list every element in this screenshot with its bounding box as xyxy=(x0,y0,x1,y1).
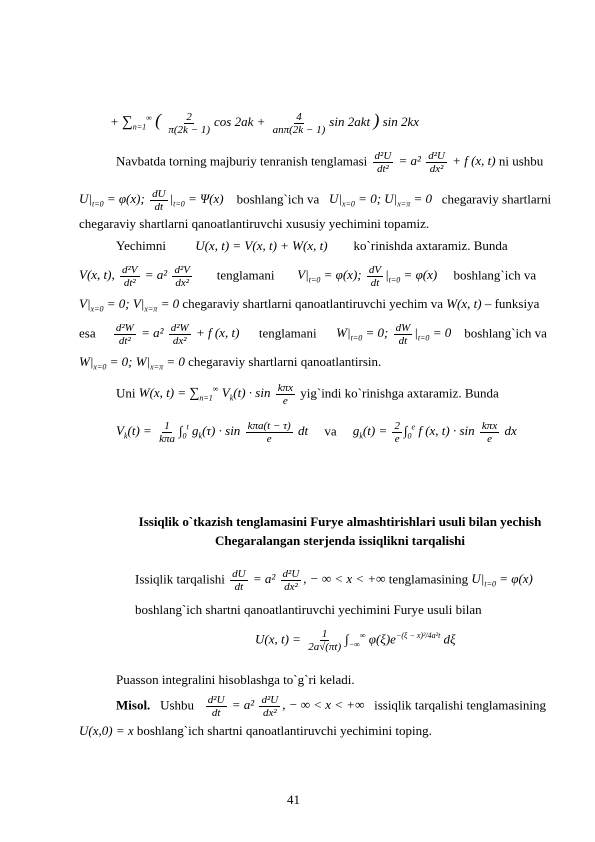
p4-line1: Issiqlik tarqalishi $\frac{dU}{dt}$ = a² $\frac{\text{d²U}}{\text{dx²}}$ , − ∞ < x < +∞ tenglamasining $U|_{t=0} = \varphi(x)$ xyxy=(135,568,533,593)
p1-line1: Navbatda torning majburiy tenranish tenglamasi $\frac{\text{d²U}}{\text{dt²}}$ = a² $\frac{\text{d²U}}{\text{dx²}}$ + f (x, t) ni ushbu xyxy=(116,150,544,175)
p5: Puasson integralini hisoblashga to`g`ri keladi. xyxy=(116,672,355,687)
p2-line3: $V|_{x=0} = 0$; $V|_{x=\pi} = 0$ chegaraviy shartlarni qanoatlantiruvchi yechim va W(x, t) – funksiya xyxy=(79,296,540,314)
p2-line2: V(x, t), $\frac{\text{d²V}}{\text{dt²}}$ = a² $\frac{\text{d²V}}{\text{dx²}}$ tenglamani $V|_{t=0} = \varphi(x)$; $\frac{dV}{dt}$ $|_{t=0} = \varphi(x)$ boshlang`ich va xyxy=(79,264,537,289)
poisson-integral: U(x, t) = $\frac{1}{2a√(\pi t)}$ $\int_{-\infty}^\infty$ $\varphi(\xi)e^{-(\xi - x)^2/4a^2t}$ dξ xyxy=(255,628,456,653)
series-formula: + $\sum_{n=1}^\infty$ ( $\frac{2}{\pi(2k - 1)}$ cos 2ak + $\frac{4}{\text{anπ(2k − 1)}}$ sin 2akt ) sin 2kx xyxy=(110,110,420,136)
example-line2: U(x,0) = x boshlang`ich shartni qanoatlantiruvchi yechimini toping. xyxy=(79,723,432,738)
p4-line2: boshlang`ich shartni qanoatlantiruvchi yechimini Furye usuli bilan xyxy=(135,602,482,617)
p1-line3: chegaraviy shartlarni qanoatlantiruvchi xususiy yechimini topamiz. xyxy=(79,216,430,231)
section-heading: Issiqlik o`tkazish tenglamasini Furye almashtirishlari usuli bilan yechish xyxy=(138,514,542,529)
p3-line2: $V_k(t)$ = $\frac{1}{\text{kπa}}$ $\int_0^t$ $g_k(\tau) \cdot \sin$ $\frac{\text{kπa(t − τ)}}{e}$ dt va $g_k(t)$ = $\frac{2}{e}$ $\int_0^e$ f (x, t) · sin $\frac{\text{kπx}}{e}$ dx xyxy=(116,419,517,445)
p2-line4: esa $\frac{\text{d²W}}{\text{dt²}}$ = a² $\frac{\text{d²W}}{\text{dx²}}$ + f (x, t) tenglamani $W|_{t=0} = 0$; $\frac{dW}{dt}$ $|_{t=0} = 0$ boshlang`ich va xyxy=(79,322,547,347)
p2-line5: $W|_{x=0} = 0$; $W|_{x=\pi} = 0$ chegaraviy shartlarni qanoatlantirsin. xyxy=(79,354,382,372)
example-line1: Misol. Ushbu $\frac{\text{d²U}}{dt}$ = a² $\frac{\text{d²U}}{\text{dx²}}$ , − ∞ < x < +∞ issiqlik tarqalishi tenglamasining xyxy=(116,694,546,719)
p2-line1: Yechimni U(x, t) = V(x, t) + W(x, t) ko`rinishda axtaramiz. Bunda xyxy=(116,238,508,253)
p1-line2: $U|_{t=0} = \varphi(x)$; $\frac{dU}{dt}$ $|_{t=0} = \Psi(x)$ boshlang`ich va $U|_{x=0} = 0$; $U|_{x=\pi} = 0$ chegaraviy shartlarni xyxy=(79,188,552,213)
section-subheading: Chegaralangan sterjenda issiqlikni tarqalishi xyxy=(214,533,466,548)
page-number: 41 xyxy=(287,792,300,807)
p3-line1: Uni W(x, $t) = \sum_{n=1}^\infty$ $V_k(t) \cdot \sin$ $\frac{\text{kπx}}{e}$ yig`indi ko`rinishga axtaramiz. Bunda xyxy=(116,381,499,407)
